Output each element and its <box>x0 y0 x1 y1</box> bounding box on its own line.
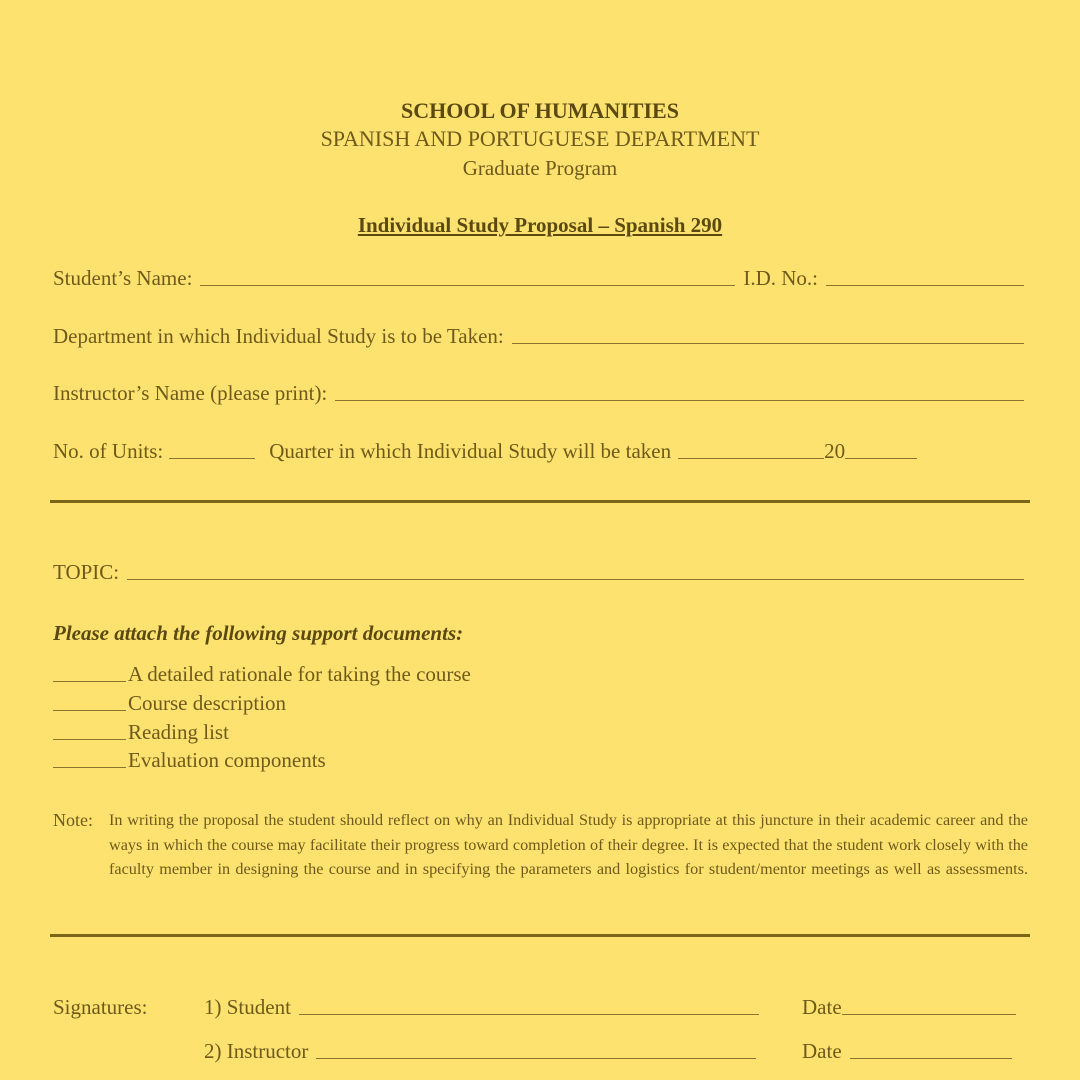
student-date-row <box>802 995 1016 1020</box>
attachments-heading: Please attach the following support documents: <box>53 621 464 645</box>
department-heading: SPANISH AND PORTUGUESE DEPARTMENT <box>320 126 760 151</box>
topic-label: TOPIC: <box>53 560 120 584</box>
signatures-label <box>53 995 148 1020</box>
instructor-date-label: Date <box>802 1039 842 1063</box>
note-label: Note: <box>53 810 93 830</box>
attachment-label: A detailed rationale for taking the course <box>128 662 471 686</box>
instructor-field[interactable] <box>335 400 1024 401</box>
student-name-label: Student’s Name: <box>53 266 193 290</box>
attachment-label: Course description <box>128 691 287 715</box>
divider-bottom <box>50 934 1030 937</box>
id-field[interactable] <box>826 285 1024 286</box>
instructor-date-row <box>802 1039 1012 1064</box>
divider-top <box>50 500 1030 503</box>
signatures-label-text: Signatures: <box>53 995 148 1019</box>
instructor-signature-row <box>204 1039 756 1064</box>
note-text: In writing the proposal the student should reflect on why an Individual Study is appropriate at this juncture in their academic career and the ways in which the course may facilitate their progress toward completion of their degree. It is expected that the student work closely with the faculty member in designing the course and in specifying the parameters and logistics for student/mentor meetings as well as assessments. <box>109 811 1028 878</box>
instructor-date-field[interactable] <box>850 1058 1012 1059</box>
attachment-checkbox[interactable] <box>53 681 126 682</box>
attachment-label: Reading list <box>128 720 229 744</box>
program-heading: Graduate Program <box>462 156 618 180</box>
attachment-checkbox[interactable] <box>53 739 126 740</box>
student-name-field[interactable] <box>200 285 735 286</box>
year-field[interactable] <box>845 458 917 459</box>
topic-row <box>53 560 1024 585</box>
units-label: No. of Units: <box>53 439 164 463</box>
attachment-item <box>53 748 326 773</box>
instructor-label: Instructor’s Name (please print): <box>53 381 328 405</box>
units-field[interactable] <box>169 458 255 459</box>
quarter-field[interactable] <box>678 458 824 459</box>
school-heading: SCHOOL OF HUMANITIES <box>401 98 679 123</box>
attachment-item <box>53 691 286 716</box>
instructor-row <box>53 381 1024 406</box>
instructor-signature-field[interactable] <box>316 1058 756 1059</box>
attachment-item <box>53 720 229 745</box>
quarter-label: Quarter in which Individual Study will be taken <box>269 439 672 463</box>
student-signature-label: 1) Student <box>204 995 291 1019</box>
id-label: I.D. No.: <box>743 266 818 290</box>
instructor-signature-label: 2) Instructor <box>204 1039 309 1063</box>
year-prefix: 20 <box>824 439 846 463</box>
student-signature-row <box>204 995 759 1020</box>
department-row <box>53 324 1024 349</box>
student-date-label: Date <box>802 995 842 1019</box>
department-label: Department in which Individual Study is to be Taken: <box>53 324 504 348</box>
form-title: Individual Study Proposal – Spanish 290 <box>357 213 723 237</box>
topic-field[interactable] <box>127 579 1024 580</box>
attachment-label: Evaluation components <box>128 748 326 772</box>
department-field[interactable] <box>512 343 1024 344</box>
student-signature-field[interactable] <box>299 1014 759 1015</box>
note-block <box>53 808 1028 906</box>
attachment-checkbox[interactable] <box>53 767 126 768</box>
student-date-field[interactable] <box>842 1014 1016 1015</box>
attachment-checkbox[interactable] <box>53 710 126 711</box>
units-quarter-row <box>53 439 1024 464</box>
student-name-row <box>53 266 1024 291</box>
attachment-item <box>53 662 471 687</box>
